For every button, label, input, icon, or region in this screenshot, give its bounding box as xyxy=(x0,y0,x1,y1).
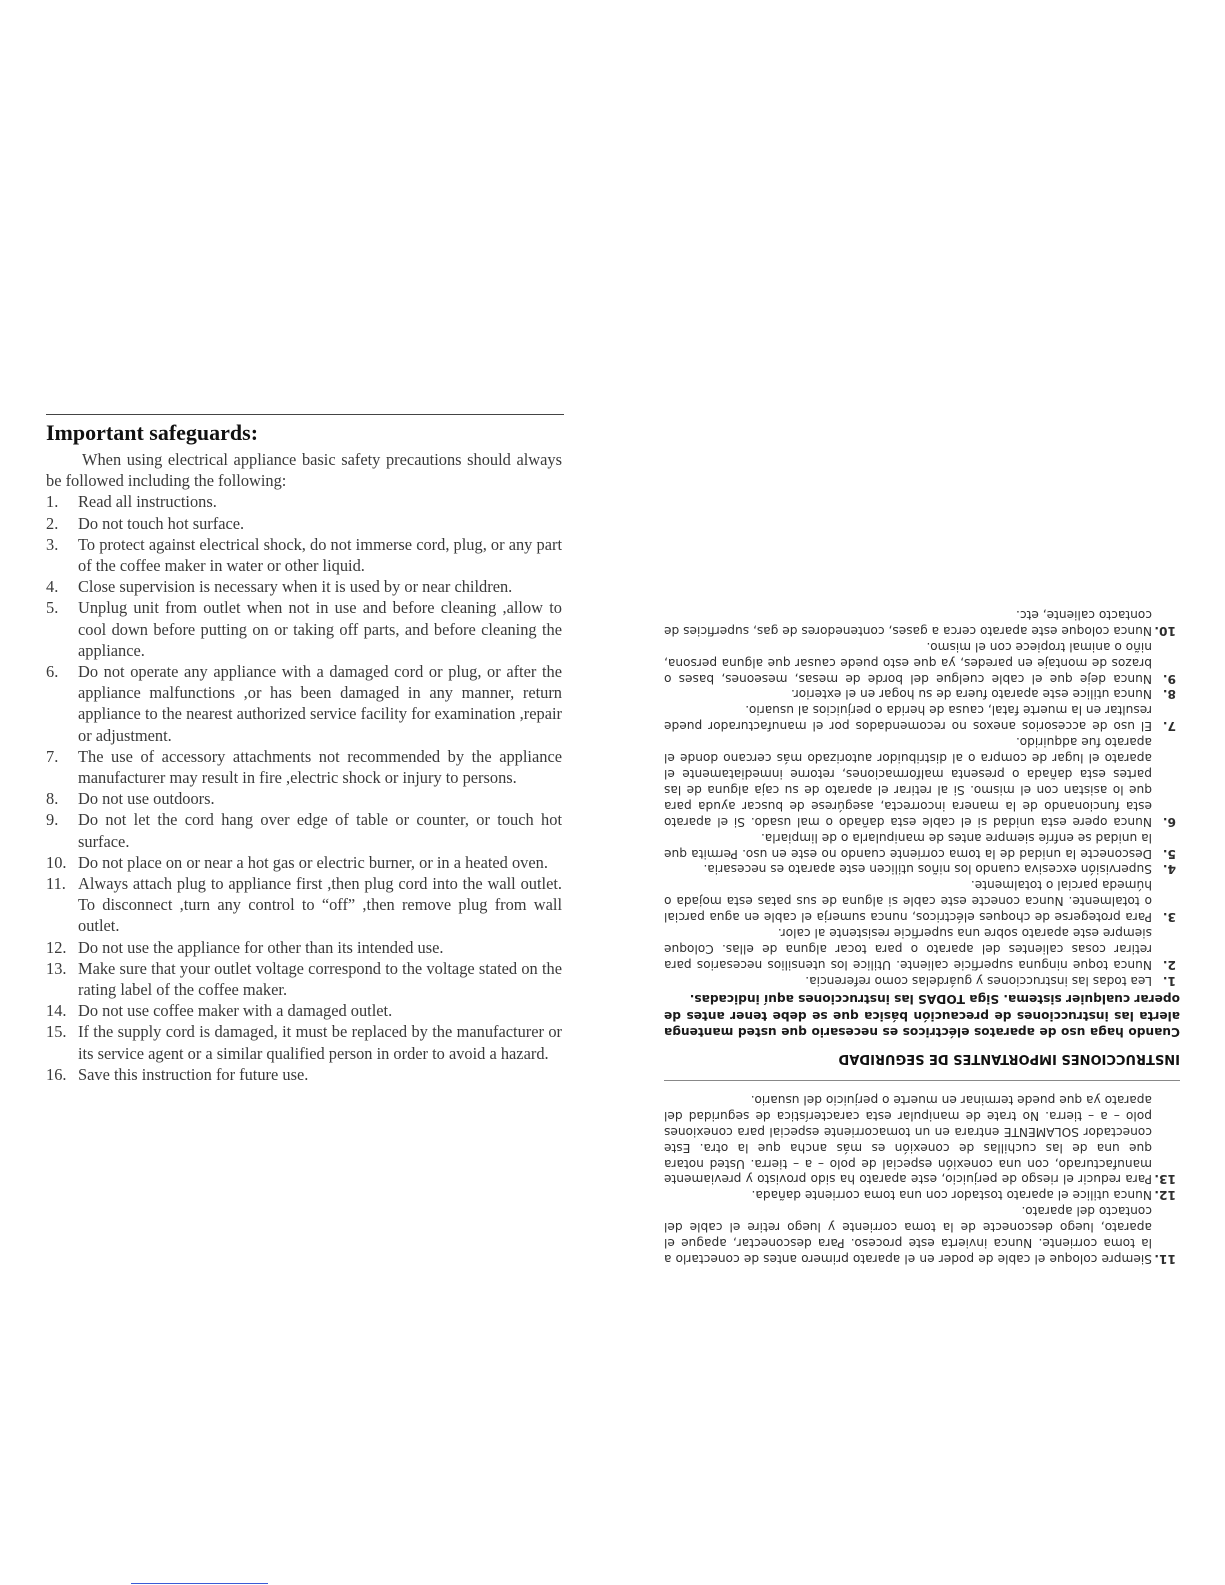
english-safeguard-item xyxy=(46,809,562,851)
spanish-safeguard-item xyxy=(664,876,1180,924)
spanish-safeguard-item-number: 9. xyxy=(1162,671,1176,686)
spanish-safeguard-item-number: 12. xyxy=(1154,1188,1176,1203)
footer-link-underline xyxy=(131,1583,268,1584)
english-safeguard-item xyxy=(46,491,562,512)
english-safeguard-item-text: Make sure that your outlet voltage correspond to the voltage stated on the rating label of the coffee maker. xyxy=(78,958,562,1000)
english-safeguard-item-number: 7. xyxy=(46,746,59,766)
english-safeguard-item-number: 11. xyxy=(46,874,66,894)
english-safeguard-item-text: If the supply cord is damaged, it must be replaced by the manufacturer or its service agent or a similar qualified person in order to avoid a hazard. xyxy=(78,1022,562,1063)
spanish-column-rotated xyxy=(664,360,1180,1266)
english-safeguards-column xyxy=(46,420,562,1085)
spanish-safeguard-item xyxy=(664,829,1180,861)
english-safeguard-item xyxy=(46,873,562,937)
english-safeguard-item xyxy=(46,534,562,576)
spanish-safeguard-item-text: Para protegerse de choques eléctricos, nunca sumerja el cable en agua parcial o totalmente. Nunca conecte este cable si alguna de sus patas esta mojada o húmeda parcial o totalmente. xyxy=(664,878,1152,925)
english-safeguard-item-number: 3. xyxy=(46,534,59,554)
spanish-safeguard-item-text: Nunca toque ninguna superficie caliente. Utilice los utensilios necesarios para retirar cosas calientes del aparato o para tocar alguna de ellas. Coloque siempre este aparato sobre una superficie resistente al calor. xyxy=(664,926,1152,972)
english-safeguard-item xyxy=(46,1021,562,1063)
spanish-safeguard-item xyxy=(664,733,1180,828)
spanish-safeguard-item-number: 13. xyxy=(1154,1172,1176,1187)
spanish-list-continued xyxy=(664,1091,1180,1266)
english-safeguard-item-text: Read all instructions. xyxy=(78,492,217,512)
english-safeguard-item-text: Do not use outdoors. xyxy=(78,789,215,809)
spanish-safeguard-item-number: 4. xyxy=(1162,862,1176,877)
spanish-safeguard-item xyxy=(664,702,1180,734)
english-safeguard-item-text: Do not place on or near a hot gas or electric burner, or in a heated oven. xyxy=(78,852,548,872)
english-safeguard-item-text: Close supervision is necessary when it is used by or near children. xyxy=(78,577,513,597)
english-safeguard-item-number: 1. xyxy=(46,492,59,512)
spanish-safeguard-item-text: Para reducir el riesgo de perjuicio, este aparato ha sido provisto y previamente manufacturado, con una conexión especial de polo – a – tierra. Usted notara que una de las cuchillas de conexión es más ancha que la otra. Este conectador SOLAMENTE entrara en un tomacorriente especial para conexiones polo – a – tierra. No trate de manipular esta característica de seguridad del aparato ya que puede terminar en muerte o perjuicio del usuario. xyxy=(664,1092,1152,1187)
english-safeguard-item xyxy=(46,958,562,1000)
spanish-title: INSTRUCCIONES IMPORTANTES DE SEGURIDAD xyxy=(838,1051,1180,1067)
spanish-safeguard-item xyxy=(664,1091,1180,1186)
spanish-safeguard-item-text: Nunca utilice este aparato fuera de su hogar en el exterior. xyxy=(790,687,1152,702)
spanish-safeguard-item-text: Nunca coloque este aparato cerca a gases, contenedores de gas, superficies de contacto caliente, etc. xyxy=(664,607,1152,638)
english-safeguard-item-number: 2. xyxy=(46,513,59,533)
spanish-intro: Cuando haga uso de aparatos eléctricos es necesario que usted mantenga alerta las instrucciones de precaución básica que se debe tener antes de operar cualquier sistema. Siga TODAS las instrucciones aquí indicadas. xyxy=(664,992,1180,1040)
spanish-safeguards-list xyxy=(664,606,1180,988)
english-safeguard-item-text: Save this instruction for future use. xyxy=(78,1064,309,1084)
english-safeguard-item-text: Do not touch hot surface. xyxy=(78,513,245,533)
spanish-safeguard-item-number: 6. xyxy=(1162,814,1176,829)
spanish-safeguard-item-text: Desconecte la unidad de la toma corriente cuando no este en uso. Permita que la unidad se enfríe siempre antes de manipularla o de limpiarla. xyxy=(664,830,1152,861)
english-safeguard-item-text: Do not let the cord hang over edge of table or counter, or touch hot surface. xyxy=(78,810,562,851)
english-safeguards-list xyxy=(46,491,562,1085)
spanish-safeguard-item-text: El uso de accesorios anexos no recomendados por el manufacturador puede resultar en la muerte fatal, causa de herida o perjuicios al usuario. xyxy=(664,703,1152,734)
english-safeguard-item-number: 9. xyxy=(46,810,59,830)
spanish-safeguard-item-text: Nunca deje que el cable cuelgue del borde de mesas, meseones, bases o brazos de montaje en paredes, ya que esto puede causar que alguna persona, niño o animal tropiece con el mismo. xyxy=(664,639,1152,686)
english-safeguard-item-number: 4. xyxy=(46,577,59,597)
english-safeguard-item xyxy=(46,1000,562,1021)
spanish-safeguard-item-number: 3. xyxy=(1162,910,1176,925)
english-safeguard-item-text: Do not use coffee maker with a damaged outlet. xyxy=(78,1001,393,1021)
spanish-safeguard-item xyxy=(664,686,1180,702)
spanish-safeguard-item-number: 8. xyxy=(1162,687,1176,702)
english-safeguard-item-number: 10. xyxy=(46,852,67,872)
spanish-safeguard-item xyxy=(664,861,1180,877)
english-safeguard-item xyxy=(46,576,562,597)
english-safeguard-item xyxy=(46,1064,562,1085)
spanish-safeguard-item-text: Lea todas las instrucciones y guárdelas como referencia. xyxy=(805,973,1152,988)
spanish-safeguard-item-text: Nunca utilice el aparato tostador con una toma corriente dañada. xyxy=(751,1188,1152,1203)
english-safeguard-item xyxy=(46,788,562,809)
english-intro: When using electrical appliance basic safety precautions should always be followed including the following: xyxy=(46,450,562,491)
english-safeguard-item-number: 13. xyxy=(46,958,67,978)
english-safeguard-item-text: Always attach plug to appliance first ,then plug cord into the wall outlet. To disconnect ,turn any control to “off” ,then remove plug from wall outlet. xyxy=(78,874,562,936)
english-safeguard-item xyxy=(46,513,562,534)
english-safeguard-item xyxy=(46,937,562,958)
spanish-safeguard-item xyxy=(664,638,1180,686)
spanish-safeguard-item-text: Supervisión excesiva cuando los niños utilicen este aparato es necesaria. xyxy=(703,862,1152,877)
english-safeguard-item-text: Unplug unit from outlet when not in use and before cleaning ,allow to cool down before putting on or taking off parts, and before cleaning the appliance. xyxy=(78,598,562,660)
english-safeguard-item-number: 5. xyxy=(46,598,59,618)
spanish-safeguard-item-number: 7. xyxy=(1162,719,1176,734)
spanish-divider-rule xyxy=(664,1080,1180,1081)
english-safeguard-item-text: Do not operate any appliance with a damaged cord or plug, or after the appliance malfunctions ,or has been damaged in any manner, return appliance to the nearest authorized service facility for examination ,repair or adjustment. xyxy=(78,662,562,745)
spanish-safeguard-item-text: Nunca opere esta unidad si el cable esta dañado o mal usado. Si el aparato esta funcionando de la manera incorrecta, asegúrese de buscar ayuda para que lo asistan con el mismo. Si al retirar el aparato de su caja alguna de las partes esta dañada o presenta malformaciones, retorne inmediatamente el aparato el lugar de compra o al distribuidor autorizado más cercano donde el aparato fue adquirido. xyxy=(664,735,1152,829)
english-top-rule xyxy=(46,414,564,415)
spanish-safeguard-item-number: 2. xyxy=(1162,957,1176,972)
english-safeguard-item xyxy=(46,597,562,661)
spanish-safeguard-item xyxy=(664,1186,1180,1202)
english-safeguard-item xyxy=(46,746,562,788)
english-safeguard-item-number: 6. xyxy=(46,662,59,682)
spanish-safeguard-item-number: 1. xyxy=(1162,973,1176,988)
english-safeguard-item-number: 8. xyxy=(46,789,59,809)
spanish-safeguard-item-text: Siempre coloque el cable de poder en el aparato primero antes de conectarlo a la toma corriente. Nunca invierta este proceso. Para desconectar, apague el aparato, luego desconecte de la toma corriente y luego retire el cable del contacto del aparato. xyxy=(664,1204,1152,1266)
english-title: Important safeguards: xyxy=(46,420,259,445)
english-safeguard-item-text: The use of accessory attachments not recommended by the appliance manufacturer may result in fire ,electric shock or injury to persons. xyxy=(78,746,562,788)
spanish-safeguard-item-number: 11. xyxy=(1154,1252,1176,1266)
english-safeguard-item xyxy=(46,852,562,873)
english-safeguard-item-text: To protect against electrical shock, do not immerse cord, plug, or any part of the coffee maker in water or other liquid. xyxy=(78,534,562,576)
spanish-safeguard-item xyxy=(664,972,1180,988)
spanish-safeguard-item xyxy=(664,924,1180,972)
english-safeguard-item xyxy=(46,661,562,746)
spanish-safeguard-item xyxy=(664,1202,1180,1266)
spanish-safeguard-item xyxy=(664,606,1180,638)
english-safeguard-item-number: 12. xyxy=(46,937,67,957)
english-safeguard-item-number: 15. xyxy=(46,1022,67,1042)
english-safeguard-item-number: 14. xyxy=(46,1001,67,1021)
spanish-safeguard-item-number: 5. xyxy=(1162,846,1176,861)
english-safeguard-item-text: Do not use the appliance for other than its intended use. xyxy=(78,937,444,957)
spanish-safeguard-item-number: 10. xyxy=(1154,623,1176,638)
spanish-safeguards-column xyxy=(664,606,1180,1266)
english-safeguard-item-number: 16. xyxy=(46,1064,67,1084)
